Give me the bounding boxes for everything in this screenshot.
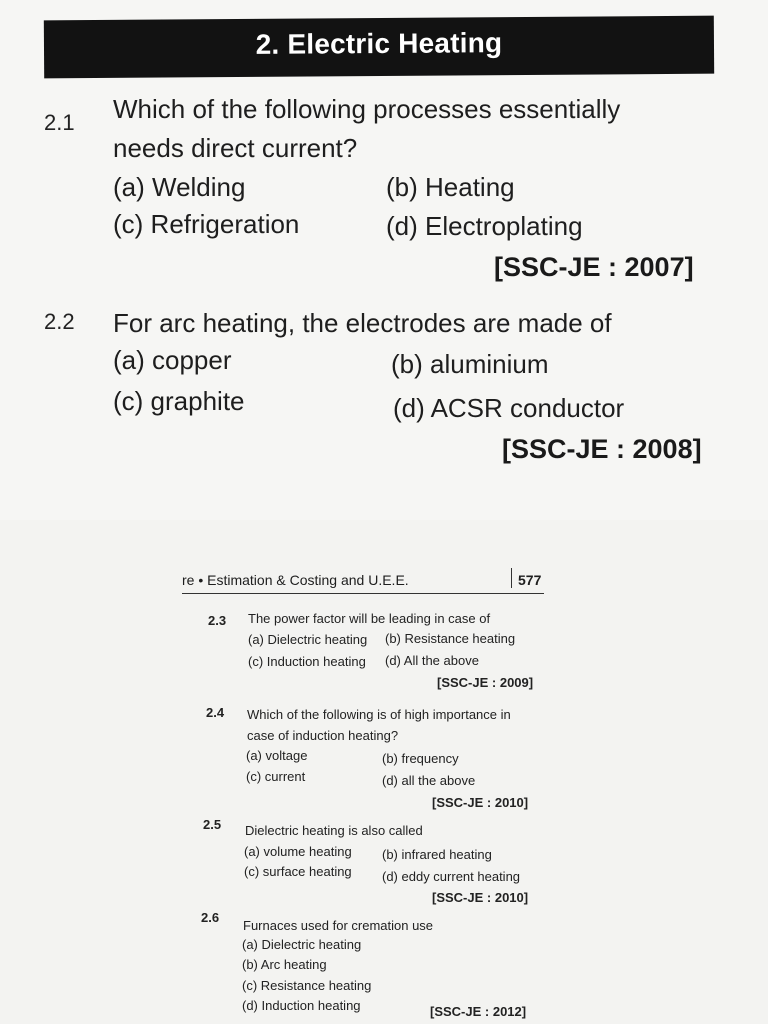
question-number: 2.5 bbox=[203, 817, 222, 832]
option-a: (a) voltage bbox=[246, 748, 308, 763]
exam-source: [SSC-JE : 2010] bbox=[432, 890, 529, 905]
option-c: (c) Resistance heating bbox=[242, 978, 372, 993]
question-number: 2.4 bbox=[206, 705, 225, 720]
running-head-text: re • Estimation & Costing and U.E.E. bbox=[182, 572, 409, 588]
option-d: (d) ACSR conductor bbox=[393, 393, 625, 423]
question-text-line: Dielectric heating is also called bbox=[245, 823, 423, 838]
option-a: (a) Dielectric heating bbox=[242, 937, 362, 952]
question-number: 2.2 bbox=[44, 309, 75, 334]
option-c: (c) Induction heating bbox=[248, 654, 366, 669]
chapter-heading-bar bbox=[44, 16, 714, 79]
question-text-line: Which of the following is of high importance in bbox=[247, 707, 511, 722]
option-c: (c) surface heating bbox=[244, 864, 352, 879]
option-d: (d) Electroplating bbox=[386, 211, 583, 241]
question-text-line: Which of the following processes essentially bbox=[113, 94, 621, 124]
header-rule bbox=[182, 593, 544, 594]
exam-source: [SSC-JE : 2010] bbox=[432, 795, 529, 810]
option-b: (b) infrared heating bbox=[382, 847, 492, 862]
exam-source: [SSC-JE : 2012] bbox=[430, 1004, 527, 1019]
question-text-line: The power factor will be leading in case of bbox=[248, 611, 491, 626]
option-b: (b) Arc heating bbox=[242, 957, 327, 972]
exam-source: [SSC-JE : 2008] bbox=[502, 434, 702, 464]
exam-source: [SSC-JE : 2009] bbox=[437, 675, 534, 690]
question-number: 2.6 bbox=[201, 910, 220, 925]
page-number: 577 bbox=[518, 572, 542, 588]
option-a: (a) Welding bbox=[113, 172, 246, 202]
option-b: (b) Resistance heating bbox=[385, 631, 516, 646]
option-d: (d) Induction heating bbox=[242, 998, 361, 1013]
option-c: (c) graphite bbox=[113, 386, 245, 416]
exam-source: [SSC-JE : 2007] bbox=[494, 252, 694, 282]
option-a: (a) Dielectric heating bbox=[248, 632, 368, 647]
option-c: (c) current bbox=[246, 769, 306, 784]
chapter-title: 2. Electric Heating bbox=[255, 27, 503, 60]
question-text-line: Furnaces used for cremation use bbox=[243, 918, 434, 933]
option-b: (b) aluminium bbox=[391, 349, 549, 379]
question-number: 2.3 bbox=[208, 613, 227, 628]
question-text-line: needs direct current? bbox=[113, 133, 358, 163]
option-a: (a) copper bbox=[113, 345, 232, 375]
question-text-line: case of induction heating? bbox=[247, 728, 399, 743]
option-d: (d) eddy current heating bbox=[382, 869, 521, 884]
option-b: (b) frequency bbox=[382, 751, 459, 766]
option-c: (c) Refrigeration bbox=[113, 209, 300, 239]
question-text-line: For arc heating, the electrodes are made of bbox=[113, 308, 612, 338]
option-d: (d) all the above bbox=[382, 773, 476, 788]
header-divider bbox=[511, 568, 512, 588]
question-number: 2.1 bbox=[44, 110, 75, 135]
option-d: (d) All the above bbox=[385, 653, 479, 668]
option-a: (a) volume heating bbox=[244, 844, 352, 859]
option-b: (b) Heating bbox=[386, 172, 515, 202]
